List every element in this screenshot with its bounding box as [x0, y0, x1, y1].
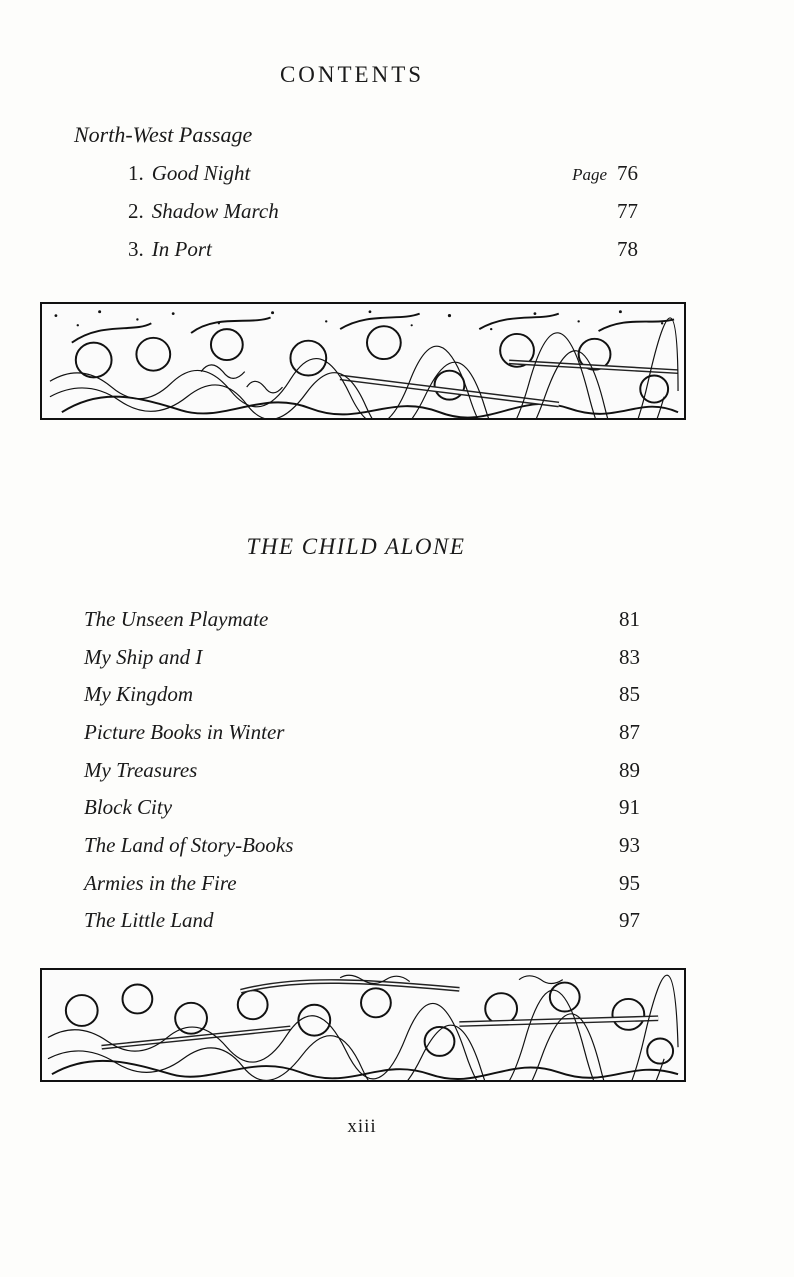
toc-entry	[128, 158, 638, 188]
toc-entry-title: My Treasures	[84, 758, 198, 782]
toc-entry	[84, 830, 640, 860]
toc-entry-page: 85	[619, 682, 640, 706]
toc-entry-label: In Port	[151, 237, 212, 261]
toc-entry	[84, 905, 640, 935]
page-number: 76	[617, 161, 638, 185]
toc-entry-number: 2.	[128, 199, 144, 223]
toc-entry-title: The Unseen Playmate	[84, 607, 269, 631]
toc-entry	[128, 234, 638, 264]
toc-entry-page: 93	[619, 833, 640, 857]
toc-entry	[84, 755, 640, 785]
toc-entry-title	[128, 234, 212, 264]
toc-entry-title	[128, 196, 279, 226]
toc-entry-label: Shadow March	[151, 199, 279, 223]
decorative-frieze-top	[40, 302, 686, 420]
toc-entry-page: 83	[619, 645, 640, 669]
toc-entry-page: 77	[617, 199, 638, 223]
toc-entry-page: 89	[619, 758, 640, 782]
toc-entry-title: Armies in the Fire	[84, 871, 237, 895]
toc-entry-title	[128, 158, 250, 188]
page-word: Page	[572, 165, 607, 184]
page-folio: xiii	[347, 1116, 377, 1137]
frieze-illustration-icon	[42, 304, 684, 418]
toc-entry-page: 78	[617, 237, 638, 261]
toc-entry-title: Picture Books in Winter	[84, 720, 285, 744]
toc-entry-page: 95	[619, 871, 640, 895]
toc-entry-page: 87	[619, 720, 640, 744]
toc-entry-page	[572, 158, 638, 190]
toc-entry-title: My Ship and I	[84, 645, 203, 669]
toc-entry	[84, 717, 640, 747]
toc-entry-title: Block City	[84, 795, 173, 819]
toc-entry-number: 1.	[128, 161, 144, 185]
decorative-frieze-bottom	[40, 968, 686, 1082]
toc-entry-page: 81	[619, 607, 640, 631]
toc-entry-title: The Little Land	[84, 908, 214, 932]
frieze-illustration-icon	[42, 970, 684, 1080]
toc-entry-page: 91	[619, 795, 640, 819]
toc-entry	[84, 679, 640, 709]
toc-entry	[84, 604, 640, 634]
toc-entry-title: The Land of Story-Books	[84, 833, 294, 857]
part-title-the-child-alone: THE CHILD ALONE	[246, 534, 466, 559]
toc-entry	[84, 642, 640, 672]
contents-heading: CONTENTS	[279, 62, 425, 87]
toc-entry	[84, 792, 640, 822]
toc-entry	[128, 196, 638, 226]
section-title-north-west-passage: North-West Passage	[74, 122, 253, 147]
toc-entry-page: 97	[619, 908, 640, 932]
toc-entry-title: My Kingdom	[84, 682, 194, 706]
toc-entry	[84, 868, 640, 898]
toc-entry-number: 3.	[128, 237, 144, 261]
toc-entry-label: Good Night	[151, 161, 251, 185]
